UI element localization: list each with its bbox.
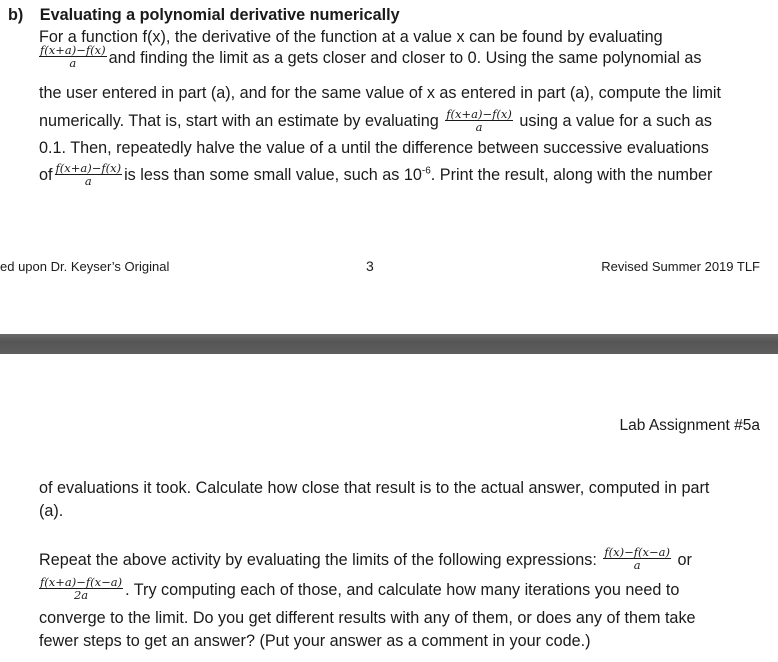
paragraph-line-9: Repeat the above activity by evaluating the limits of the following expressions: $\frac{f(x)-f(x-a)}{a}$ or <box>39 545 692 572</box>
fraction-central-difference: $\frac{f(x+a)-f(x-a)}{2a}$ <box>40 575 123 602</box>
footer-right: Revised Summer 2019 TLF <box>601 259 760 274</box>
fraction-forward-difference: $\frac{f(x+a)-f(x)}{a}$ <box>40 43 106 70</box>
paragraph-line-5: 0.1. Then, repeatedly halve the value of a until the difference between successive evaluations <box>39 139 709 157</box>
section-label: b) <box>8 6 24 24</box>
paragraph-line-8: (a). <box>39 502 64 520</box>
page-header-right: Lab Assignment #5a <box>619 417 760 434</box>
fraction-forward-difference: $\frac{f(x+a)-f(x)}{a}$ <box>55 161 122 188</box>
paragraph-line-6: of $\frac{f(x+a)-f(x)}{a}$ is less than some small value, such as $10^{-6}$. Print the result, along with the number <box>39 161 713 188</box>
paragraph-line-12: fewer steps to get an answer? (Put your answer as a comment in your code.) <box>39 632 591 650</box>
paragraph-line-2: $\frac{f(x+a)-f(x)}{a}$ and finding the limit as a gets closer and closer to 0. Using the same polynomial as <box>40 43 702 70</box>
paragraph-line-10: $\frac{f(x+a)-f(x-a)}{2a}$ . Try computing each of those, and calculate how many iterations you need to <box>40 575 680 602</box>
paragraph-line-11: converge to the limit. Do you get different results with any of them, or does any of them take <box>39 609 696 627</box>
paragraph-line-4: numerically. That is, start with an estimate by evaluating $\frac{f(x+a)-f(x)}{a}$ using a value for a such as <box>39 107 712 134</box>
paragraph-line-7: of evaluations it took. Calculate how close that result is to the actual answer, computed in part <box>39 479 710 497</box>
fraction-backward-difference: $\frac{f(x)-f(x-a)}{a}$ <box>604 545 670 572</box>
section-heading <box>8 4 770 26</box>
paragraph-line-3: the user entered in part (a), and for the same value of x as entered in part (a), compute the limit <box>39 84 722 102</box>
page-separator <box>0 334 778 354</box>
page-number: 3 <box>366 258 374 274</box>
footer-left: ed upon Dr. Keyser’s Original <box>0 259 170 274</box>
fraction-forward-difference: $\frac{f(x+a)-f(x)}{a}$ <box>446 107 512 134</box>
section-title: Evaluating a polynomial derivative numerically <box>39 6 400 24</box>
paragraph-line-1: For a function f(x), the derivative of the function at a value x can be found by evaluating <box>39 28 663 46</box>
